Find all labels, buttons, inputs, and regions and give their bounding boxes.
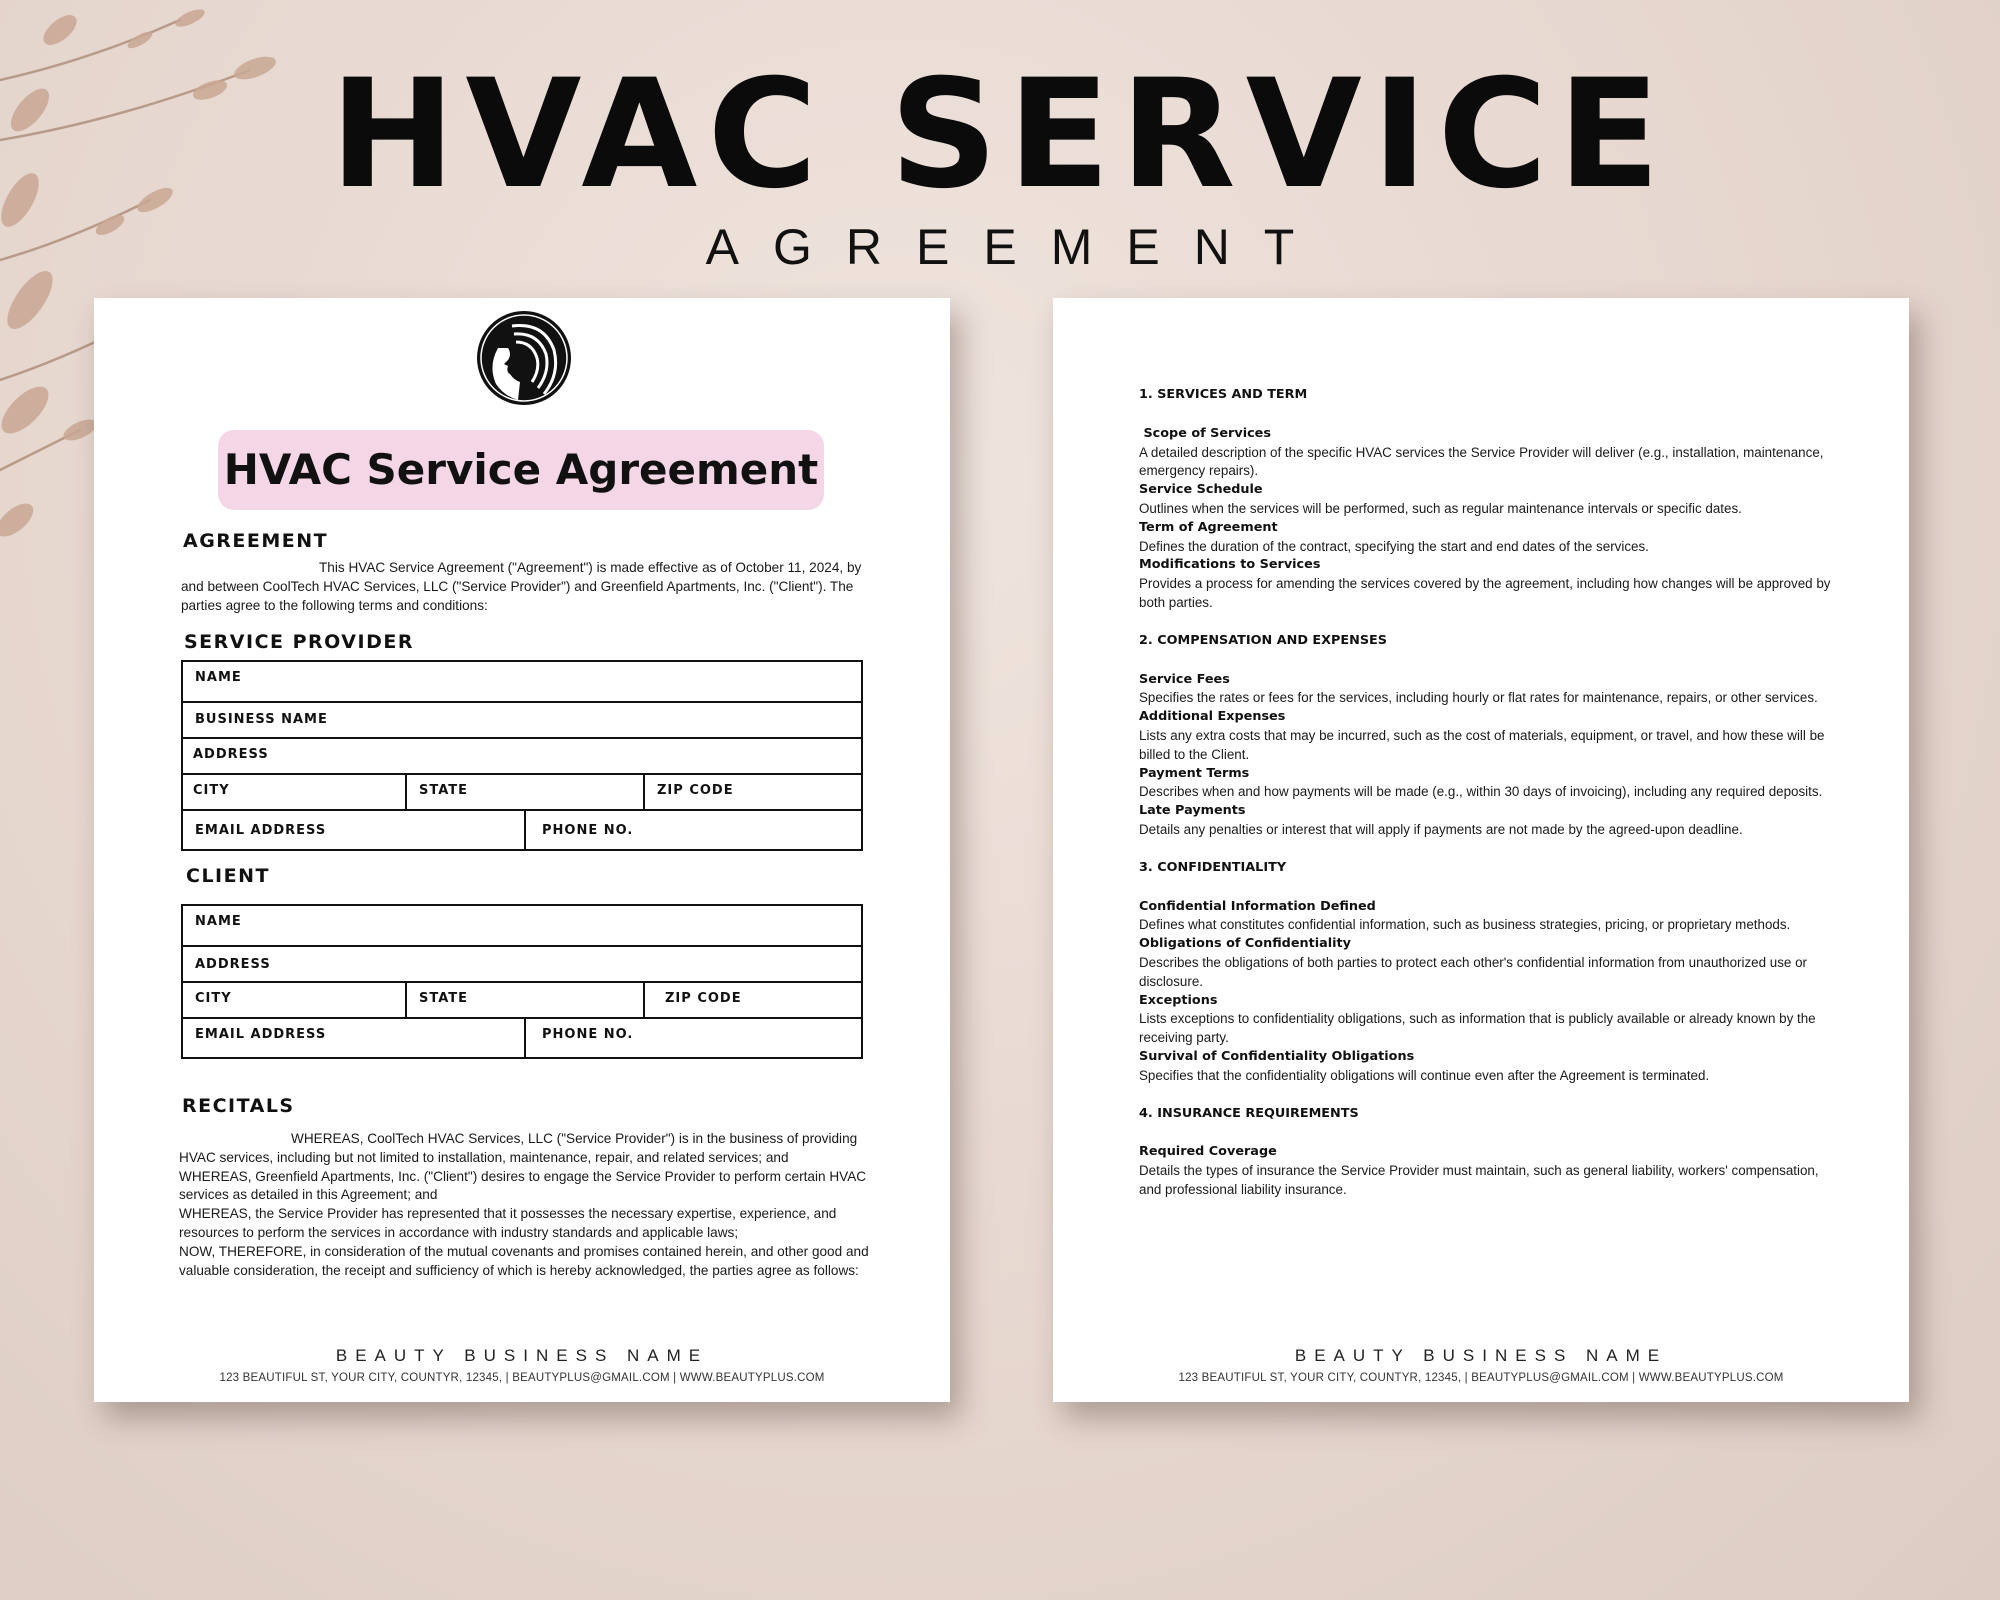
recitals-text xyxy=(179,1130,869,1280)
recital-4: NOW, THEREFORE, in consideration of the mutual covenants and promises contained herein, and other good and valuable consideration, the receipt and sufficiency of which is hereby acknowledged, the parties agree as follows: xyxy=(179,1243,869,1278)
subsection-body: Describes when and how payments will be made (e.g., within 30 days of invoicing), including any required deposits. xyxy=(1139,784,1823,800)
subsection-body: Specifies the rates or fees for the services, including hourly or flat rates for maintenance, repairs, or other services. xyxy=(1139,690,1818,706)
sp-phone-field[interactable]: PHONE NO. xyxy=(542,823,634,838)
section-title: 4. INSURANCE REQUIREMENTS xyxy=(1139,1105,1359,1121)
recital-1: WHEREAS, CoolTech HVAC Services, LLC ("Service Provider") is in the business of providing HVAC services, including but not limited to installation, maintenance, repair, and related services; and xyxy=(179,1131,858,1165)
client-heading: CLIENT xyxy=(186,865,270,887)
client-phone-field[interactable]: PHONE NO. xyxy=(542,1027,634,1042)
footer-business-name: BEAUTY BUSINESS NAME xyxy=(1294,1346,1668,1365)
recitals-heading: RECITALS xyxy=(182,1095,295,1117)
document-title: HVAC Service Agreement xyxy=(218,430,824,510)
client-email-field[interactable]: EMAIL ADDRESS xyxy=(183,1019,526,1057)
subsection-title: Survival of Confidentiality Obligations xyxy=(1139,1048,1415,1064)
recital-3: WHEREAS, the Service Provider has represented that it possesses the necessary expertise, experience, and resources to perform the services in accordance with industry standards and applicable laws; xyxy=(179,1206,837,1240)
terms-section xyxy=(1139,632,1839,840)
agreement-text: This HVAC Service Agreement ("Agreement") is made effective as of October 11, 2024, by and between CoolTech HVAC Services, LLC ("Service Provider") and Greenfield Apartments, Inc. ("Client"). The parties agree to the following terms and conditions: xyxy=(181,560,862,613)
subsection-body: Details any penalties or interest that will apply if payments are not made by the agreed-upon deadline. xyxy=(1139,821,1743,837)
subsection-title: Obligations of Confidentiality xyxy=(1139,936,1351,952)
subsection-body: Lists any extra costs that may be incurred, such as the cost of materials, equipment, or travel, and how these will be billed to the Client. xyxy=(1139,727,1825,762)
footer-address: 123 BEAUTIFUL ST, YOUR CITY, COUNTYR, 12345, | BEAUTYPLUS@GMAIL.COM | WWW.BEAUTYPLUS.COM xyxy=(1178,1372,1784,1384)
footer-business-name: BEAUTY BUSINESS NAME xyxy=(335,1346,709,1365)
client-zip-field[interactable]: ZIP CODE xyxy=(665,991,742,1006)
subsection-body: Describes the obligations of both parties to protect each other's confidential information from unauthorized use or disclosure. xyxy=(1139,954,1808,989)
service-provider-form xyxy=(181,660,863,851)
sp-business-name-field[interactable]: BUSINESS NAME xyxy=(195,712,328,727)
subsection-body: Defines what constitutes confidential information, such as business strategies, pricing, or proprietary methods. xyxy=(1139,917,1791,933)
client-city-field[interactable]: CITY xyxy=(183,983,407,1017)
terms-section xyxy=(1139,1105,1839,1200)
woman-profile-logo-icon xyxy=(474,308,574,408)
client-state-field[interactable]: STATE xyxy=(407,983,645,1017)
subsection-body: A detailed description of the specific HVAC services the Service Provider will deliver (e.g., installation, maintenance, emergency repairs). xyxy=(1139,444,1824,479)
subsection-title: Late Payments xyxy=(1139,803,1246,819)
footer-address: 123 BEAUTIFUL ST, YOUR CITY, COUNTYR, 12345, | BEAUTYPLUS@GMAIL.COM | WWW.BEAUTYPLUS.COM xyxy=(219,1372,825,1384)
sp-city-field[interactable]: CITY xyxy=(183,775,407,809)
subsection-title: Additional Expenses xyxy=(1139,709,1286,725)
service-provider-heading: SERVICE PROVIDER xyxy=(184,631,414,653)
subsection-title: Required Coverage xyxy=(1139,1144,1277,1160)
client-form xyxy=(181,904,863,1059)
sp-state-field[interactable]: STATE xyxy=(407,775,645,809)
agreement-page-2 xyxy=(1053,298,1909,1402)
terms-section xyxy=(1139,386,1839,613)
terms-section xyxy=(1139,859,1839,1086)
sp-name-field[interactable]: NAME xyxy=(195,670,242,685)
subsection-body: Details the types of insurance the Service Provider must maintain, such as general liability, workers' compensation, and professional liability insurance. xyxy=(1139,1163,1819,1197)
agreement-page-1 xyxy=(94,298,950,1402)
subsection-body: Specifies that the confidentiality obligations will continue even after the Agreement is terminated. xyxy=(1139,1067,1710,1083)
subsection-title: Confidential Information Defined xyxy=(1139,898,1376,914)
terms-list xyxy=(1139,386,1839,1219)
subsection-title: Payment Terms xyxy=(1139,765,1250,781)
client-address-field[interactable]: ADDRESS xyxy=(195,957,271,972)
hero-title: HVAC SERVICE xyxy=(329,48,1671,222)
sp-address-field[interactable]: ADDRESS xyxy=(193,747,269,762)
subsection-title: Service Schedule xyxy=(1139,482,1263,498)
sp-email-field[interactable]: EMAIL ADDRESS xyxy=(183,811,526,849)
subsection-title: Modifications to Services xyxy=(1139,557,1321,573)
sp-zip-field[interactable]: ZIP CODE xyxy=(657,783,734,798)
subsection-title: Exceptions xyxy=(1139,992,1218,1008)
subsection-title: Term of Agreement xyxy=(1139,519,1278,535)
agreement-heading: AGREEMENT xyxy=(183,530,329,552)
subsection-title: Scope of Services xyxy=(1139,425,1271,441)
subsection-title: Service Fees xyxy=(1139,671,1230,687)
section-title: 3. CONFIDENTIALITY xyxy=(1139,859,1287,875)
section-title: 1. SERVICES AND TERM xyxy=(1139,387,1308,402)
subsection-body: Outlines when the services will be performed, such as regular maintenance intervals or specific dates. xyxy=(1139,500,1742,516)
subsection-body: Lists exceptions to confidentiality obligations, such as information that is publicly available or already known by the receiving party. xyxy=(1139,1011,1816,1046)
section-title: 2. COMPENSATION AND EXPENSES xyxy=(1139,632,1388,648)
client-name-field[interactable]: NAME xyxy=(195,914,242,929)
hero-subtitle: AGREEMENT xyxy=(705,219,1329,275)
subsection-body: Provides a process for amending the services covered by the agreement, including how changes will be approved by both parties. xyxy=(1139,576,1831,610)
recital-2: WHEREAS, Greenfield Apartments, Inc. ("Client") desires to engage the Service Provider to perform certain HVAC services as detailed in this Agreement; and xyxy=(179,1168,867,1203)
subsection-body: Defines the duration of the contract, specifying the start and end dates of the services. xyxy=(1139,538,1649,554)
